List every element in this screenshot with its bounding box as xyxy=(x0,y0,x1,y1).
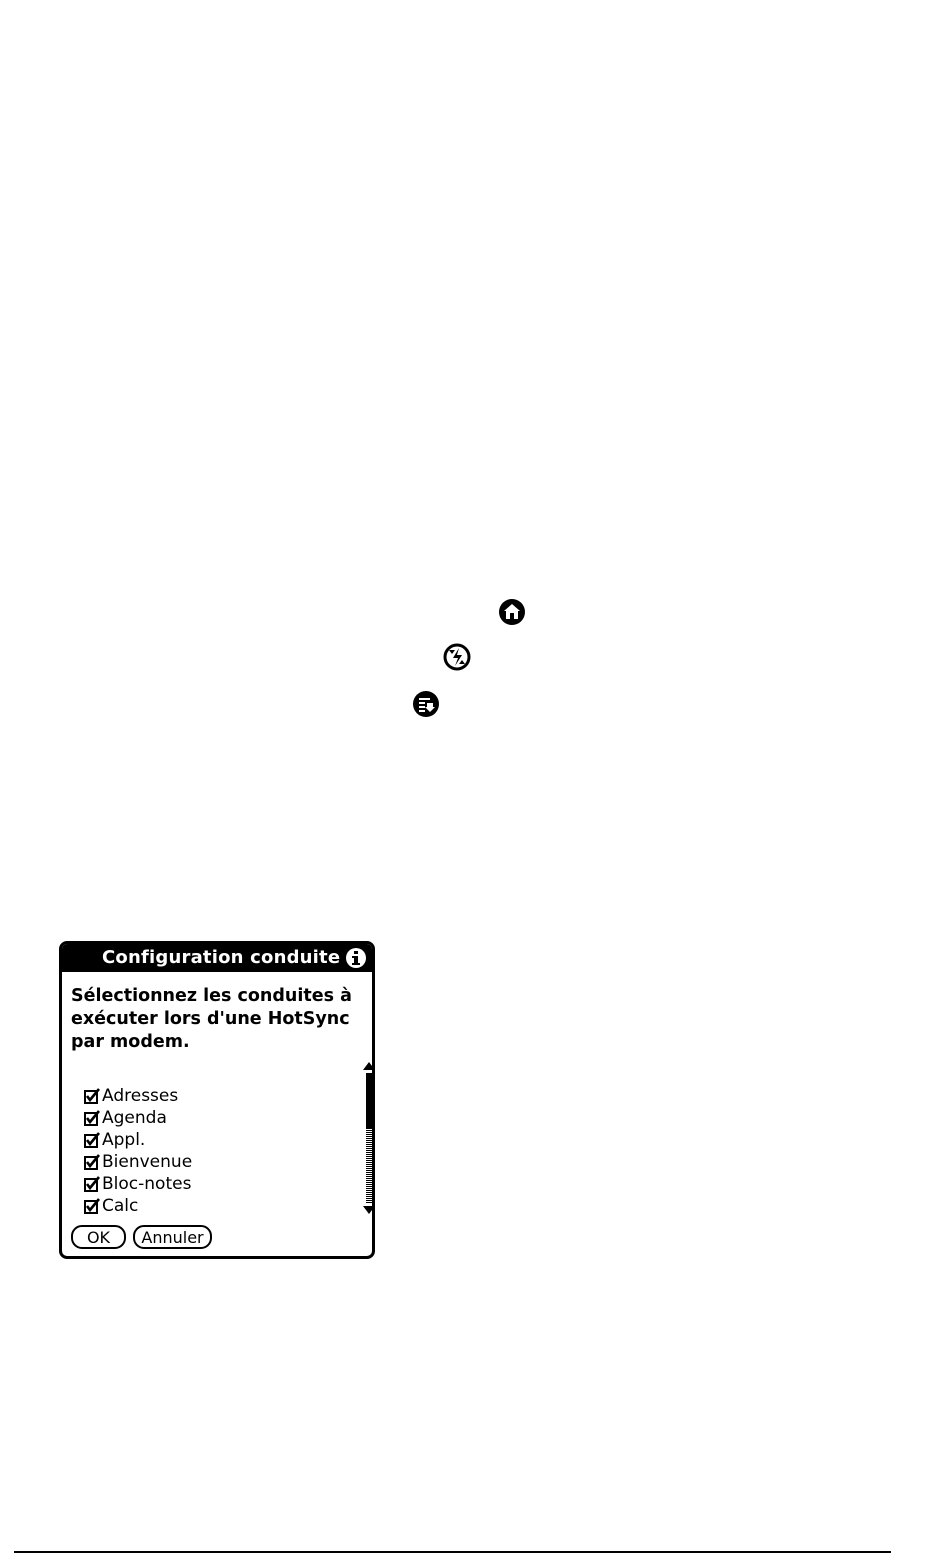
conduit-item-bienvenue[interactable] xyxy=(84,1151,344,1173)
dialog-prompt xyxy=(71,985,367,1054)
info-icon[interactable] xyxy=(345,947,367,969)
checkbox-checked-icon[interactable] xyxy=(84,1198,100,1214)
cancel-button[interactable]: Annuler xyxy=(133,1225,212,1249)
prompt-line: exécuter lors d'une HotSync xyxy=(71,1009,350,1029)
conduit-label: Bienvenue xyxy=(102,1152,193,1172)
checkbox-checked-icon[interactable] xyxy=(84,1132,100,1148)
prompt-line: Sélectionnez les conduites à xyxy=(71,986,352,1006)
checkbox-checked-icon[interactable] xyxy=(84,1154,100,1170)
scroll-down-arrow-icon[interactable] xyxy=(363,1204,375,1214)
ok-button[interactable]: OK xyxy=(71,1225,126,1249)
prompt-line: par modem. xyxy=(71,1032,190,1052)
scroll-up-arrow-icon[interactable] xyxy=(363,1062,375,1072)
scroll-thumb[interactable] xyxy=(366,1073,372,1129)
conduit-label: Calc xyxy=(102,1196,139,1216)
conduit-item-bloc-notes[interactable] xyxy=(84,1173,344,1195)
conduit-item-appl[interactable] xyxy=(84,1129,344,1151)
conduit-label: Appl. xyxy=(102,1130,146,1150)
conduit-item-adresses[interactable] xyxy=(84,1085,344,1107)
conduit-item-calc[interactable] xyxy=(84,1195,344,1217)
menu-icon xyxy=(412,690,440,718)
dialog-title: Configuration conduite xyxy=(102,947,341,968)
checkbox-checked-icon[interactable] xyxy=(84,1110,100,1126)
conduit-label: Adresses xyxy=(102,1086,179,1106)
conduit-label: Bloc-notes xyxy=(102,1174,192,1194)
conduit-list-scrollbar[interactable] xyxy=(362,1062,375,1214)
dialog-title-bar xyxy=(62,944,372,972)
conduit-item-agenda[interactable] xyxy=(84,1107,344,1129)
checkbox-checked-icon[interactable] xyxy=(84,1088,100,1104)
hotsync-icon xyxy=(442,642,472,672)
conduit-label: Agenda xyxy=(102,1108,167,1128)
conduit-list xyxy=(84,1085,344,1217)
home-icon xyxy=(498,598,526,626)
conduit-config-dialog xyxy=(59,941,375,1259)
page-footer-rule xyxy=(14,1551,891,1553)
checkbox-checked-icon[interactable] xyxy=(84,1176,100,1192)
